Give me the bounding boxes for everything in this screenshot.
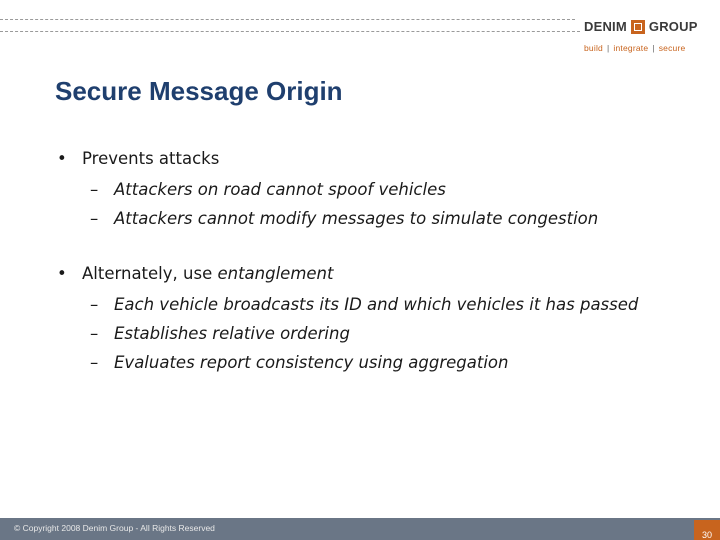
logo-text-group: GROUP xyxy=(648,19,698,34)
tagline-secure: secure xyxy=(658,43,686,53)
bullet-text: Prevents attacks xyxy=(82,149,220,168)
header-rule-top xyxy=(0,19,575,20)
sub-bullet-text: Each vehicle broadcasts its ID and which vehicles it has passed xyxy=(114,295,639,314)
sub-bullet-item xyxy=(55,319,695,348)
copyright-text: © Copyright 2008 Denim Group - All Rights Reserved xyxy=(14,523,215,533)
dash-bullet-icon: – xyxy=(90,209,99,228)
sub-bullet-item xyxy=(55,290,695,319)
footer-bar xyxy=(0,518,720,540)
logo-text-denim: DENIM xyxy=(584,19,627,34)
sub-bullet-text: Attackers cannot modify messages to simulate congestion xyxy=(114,209,599,228)
sub-bullet-text: Evaluates report consistency using aggregation xyxy=(114,353,509,372)
sub-bullet-text: Establishes relative ordering xyxy=(114,324,350,343)
logo-tagline: build | integrate | secure xyxy=(584,43,686,53)
header-rule-bottom xyxy=(0,31,580,32)
dash-bullet-icon: – xyxy=(90,180,99,199)
dash-bullet-icon: – xyxy=(90,353,99,372)
logo-mark-icon xyxy=(631,20,645,34)
page-number: 30 xyxy=(694,520,720,540)
denim-group-logo xyxy=(584,19,704,59)
bullet-item xyxy=(55,147,695,171)
slide-title: Secure Message Origin xyxy=(55,76,343,106)
bullet-dot-icon: • xyxy=(57,264,67,283)
dash-bullet-icon: – xyxy=(90,295,99,314)
bullet-dot-icon: • xyxy=(57,149,67,168)
bullet-text: Alternately, use xyxy=(82,264,218,283)
tagline-integrate: integrate xyxy=(613,43,649,53)
tagline-build: build xyxy=(584,43,603,53)
slide-content xyxy=(55,147,695,377)
bullet-item xyxy=(55,262,695,286)
bullet-emphasis: entanglement xyxy=(217,264,334,283)
sub-bullet-item xyxy=(55,204,695,233)
sub-bullet-text: Attackers on road cannot spoof vehicles xyxy=(114,180,446,199)
sub-bullet-item xyxy=(55,175,695,204)
dash-bullet-icon: – xyxy=(90,324,99,343)
sub-bullet-item xyxy=(55,348,695,377)
